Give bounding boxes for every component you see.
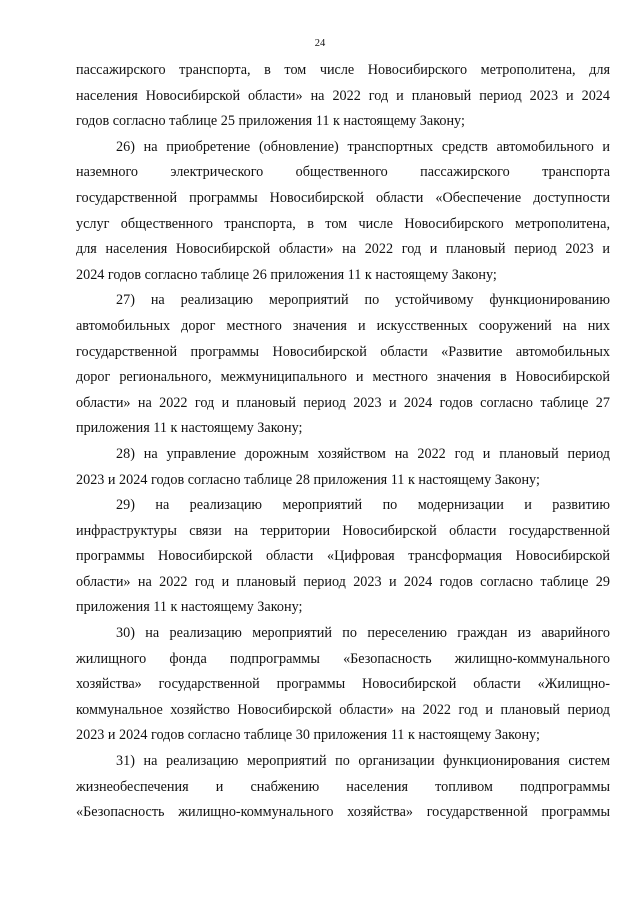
text-line: инфраструктуры связи на территории Новосибирской области государственной (76, 522, 610, 539)
text-line: жизнеобеспечения и снабжению населения топливом подпрограммы (76, 778, 610, 795)
text-line: государственной программы Новосибирской области «Обеспечение доступности (76, 189, 610, 206)
text-line: «Безопасность жилищно-коммунального хозяйства» государственной программы (76, 804, 610, 821)
paragraph-item-29 (76, 493, 610, 621)
paragraph-item-30 (76, 621, 610, 749)
text-line: 2023 и 2024 годов согласно таблице 28 приложения 11 к настоящему Закону; (76, 471, 540, 488)
paragraph-item-25-continuation (76, 58, 610, 135)
text-line: для населения Новосибирской области» на 2022 год и плановый период 2023 и (76, 241, 610, 258)
text-line: 2023 и 2024 годов согласно таблице 30 приложения 11 к настоящему Закону; (76, 727, 540, 744)
text-line: хозяйства» государственной программы Новосибирской области «Жилищно- (76, 676, 610, 693)
paragraph-item-31 (76, 749, 610, 826)
text-line: программы Новосибирской области «Цифровая трансформация Новосибирской (76, 548, 610, 565)
text-line: 28) на управление дорожным хозяйством на 2022 год и плановый период (116, 445, 610, 462)
text-line: 31) на реализацию мероприятий по организации функционирования систем (116, 753, 610, 770)
text-line: автомобильных дорог местного значения и искусственных сооружений на них (76, 317, 610, 334)
text-line: области» на 2022 год и плановый период 2023 и 2024 годов согласно таблице 29 (76, 573, 610, 590)
text-line: области» на 2022 год и плановый период 2023 и 2024 годов согласно таблице 27 (76, 394, 610, 411)
text-line: 2024 годов согласно таблице 26 приложения 11 к настоящему Закону; (76, 266, 497, 283)
paragraph-item-26 (76, 135, 610, 289)
text-line: жилищного фонда подпрограммы «Безопасность жилищно-коммунального (76, 650, 610, 667)
text-line: 26) на приобретение (обновление) транспортных средств автомобильного и (116, 138, 610, 155)
text-line: пассажирского транспорта, в том числе Новосибирского метрополитена, для (76, 62, 610, 78)
paragraph-item-27 (76, 288, 610, 442)
text-line: коммунальное хозяйство Новосибирской области» на 2022 год и плановый период (76, 701, 610, 718)
text-line: годов согласно таблице 25 приложения 11 к настоящему Закону; (76, 113, 465, 130)
text-line: приложения 11 к настоящему Закону; (76, 599, 303, 616)
text-line: населения Новосибирской области» на 2022 год и плановый период 2023 и 2024 (76, 87, 610, 104)
text-line: государственной программы Новосибирской области «Развитие автомобильных (76, 343, 610, 360)
text-line: приложения 11 к настоящему Закону; (76, 420, 303, 437)
text-line: 27) на реализацию мероприятий по устойчивому функционированию (116, 292, 610, 309)
text-line: услуг общественного транспорта, в том числе Новосибирского метрополитена, (76, 215, 610, 232)
page-number: 24 (314, 38, 326, 49)
text-line: 29) на реализацию мероприятий по модернизации и развитию (116, 497, 610, 514)
text-line: 30) на реализацию мероприятий по переселению граждан из аварийного (116, 625, 610, 642)
document-body (76, 58, 610, 826)
paragraph-item-28 (76, 442, 610, 493)
text-line: наземного электрического общественного пассажирского транспорта (76, 164, 610, 181)
text-line: дорог регионального, межмуниципального и местного значения в Новосибирской (76, 369, 610, 386)
